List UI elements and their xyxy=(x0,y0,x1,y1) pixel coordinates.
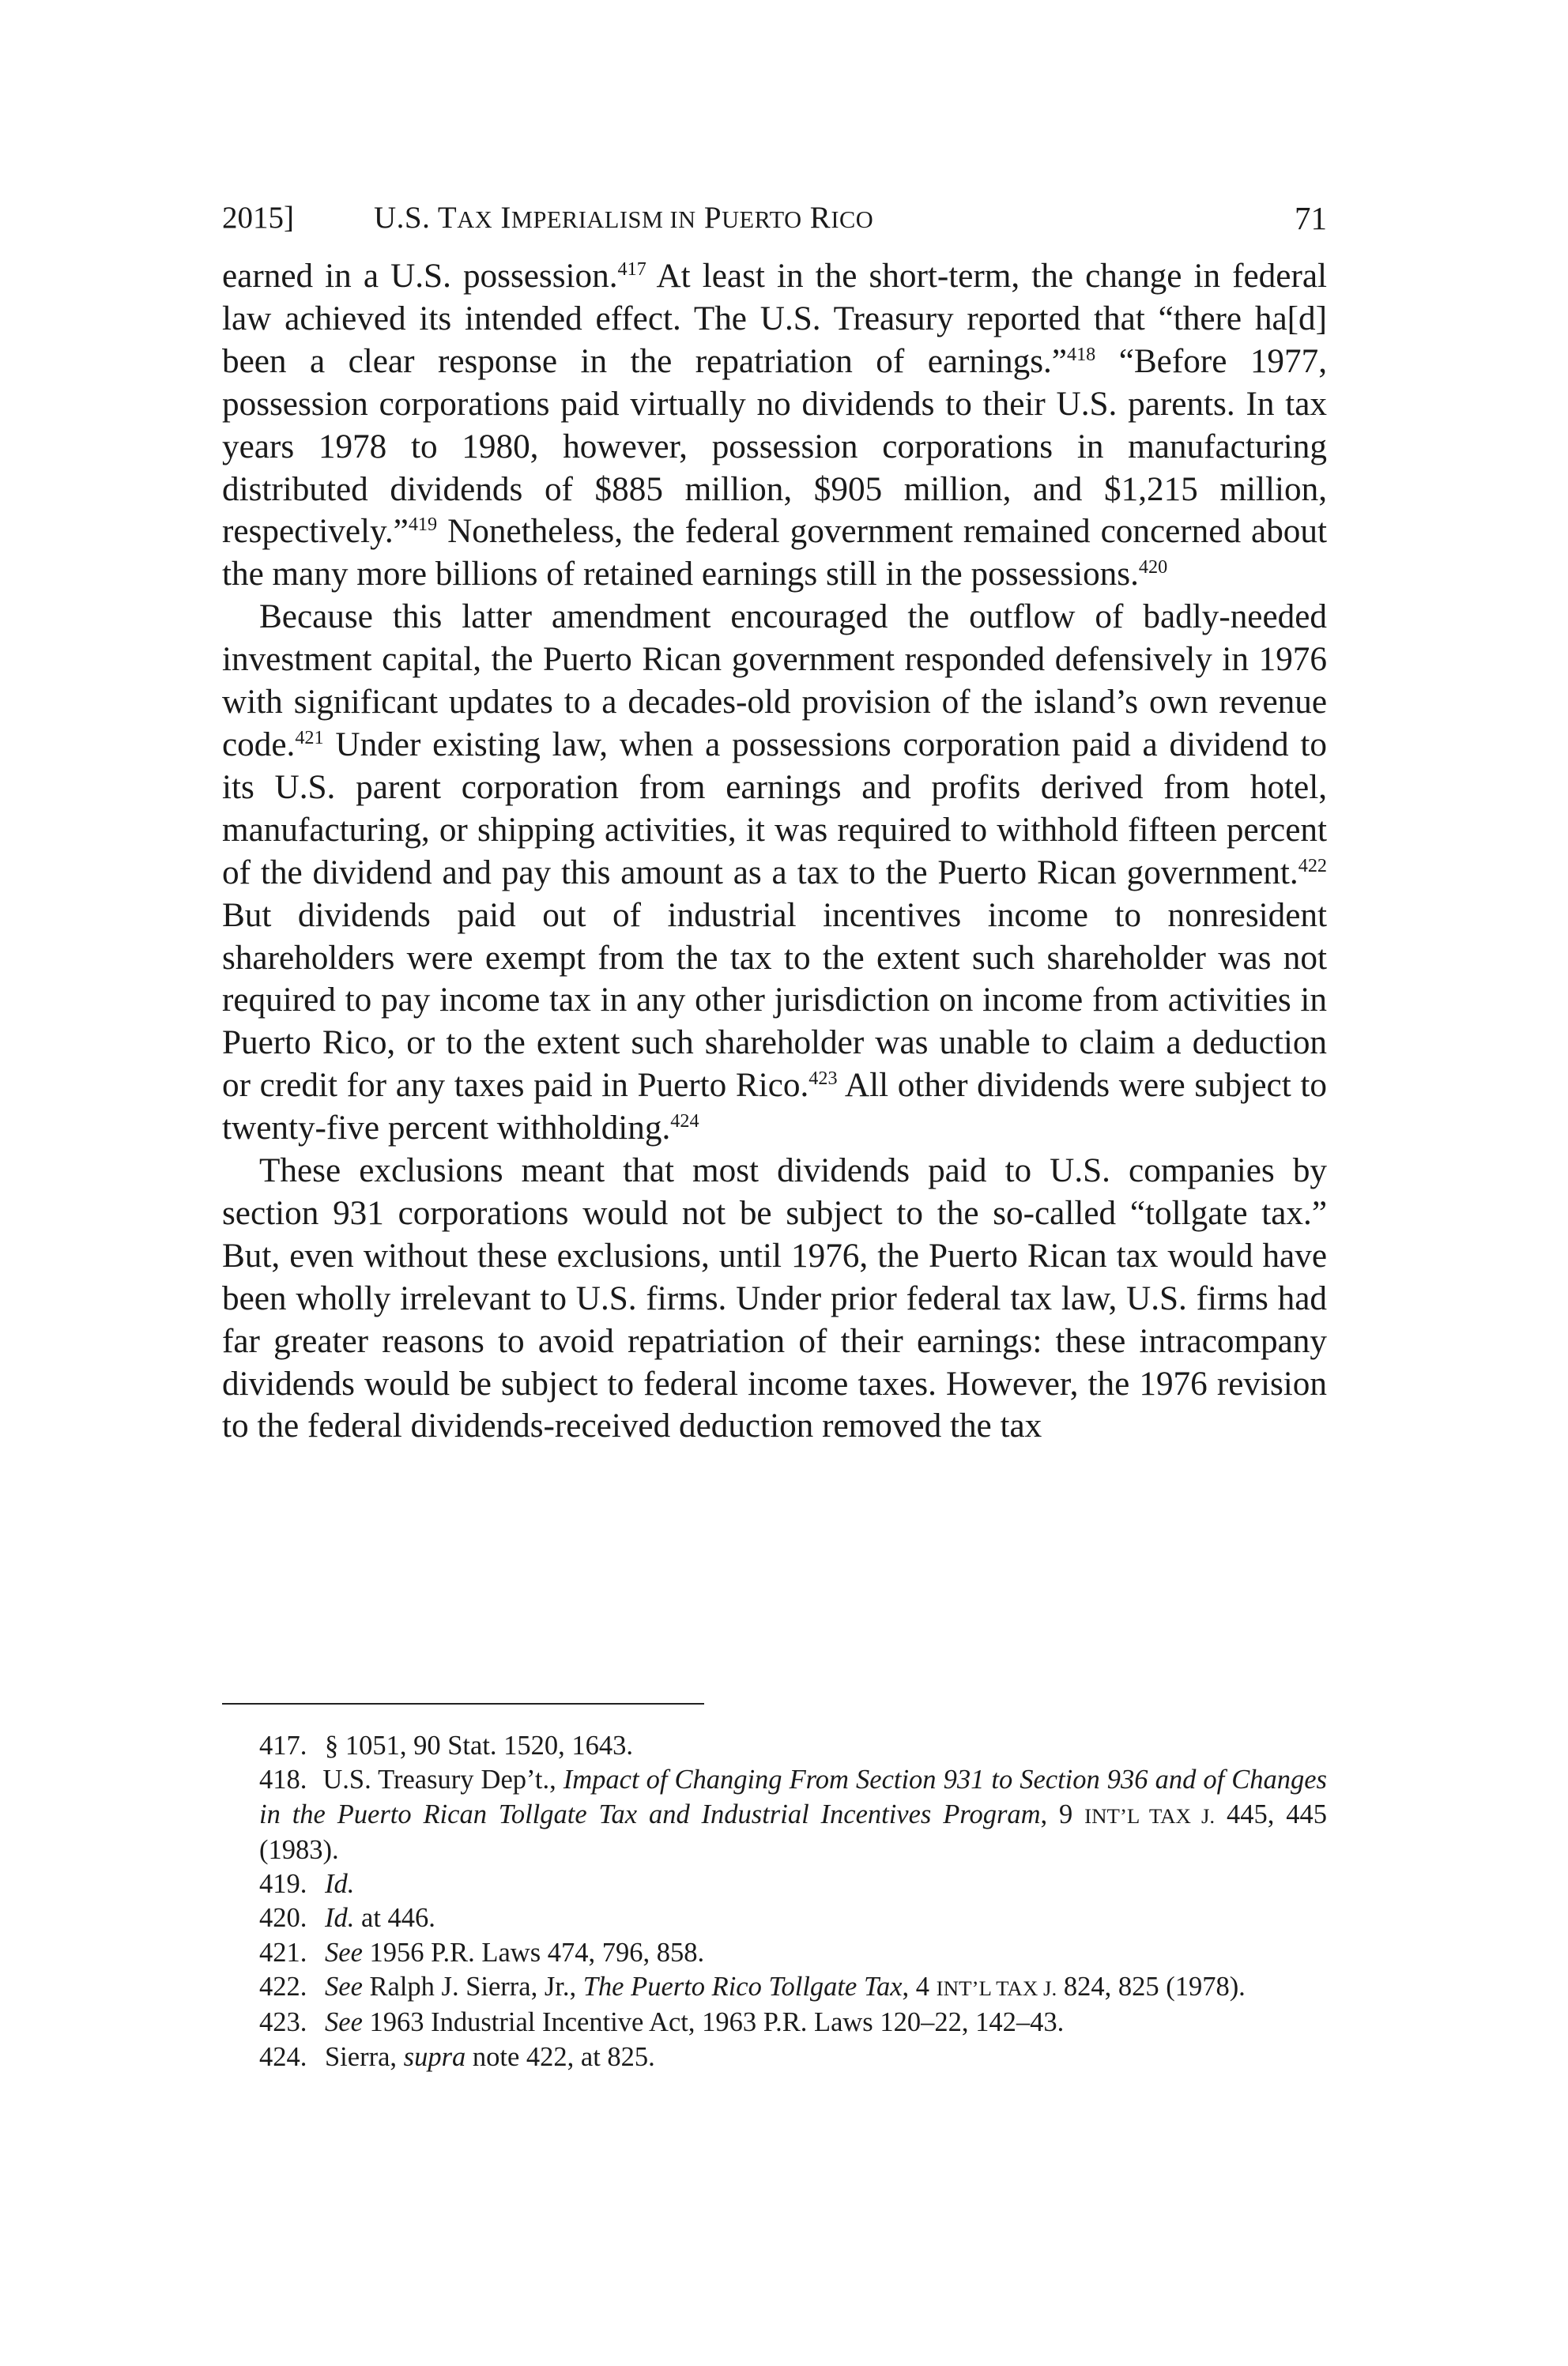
footnote xyxy=(222,2006,1327,2040)
small-caps-text: INT’L TAX J. xyxy=(1084,1803,1216,1828)
footnote xyxy=(222,1936,1327,1970)
text-run: 824, 825 (1978). xyxy=(1057,1972,1246,2002)
text-run: note 422, at 825. xyxy=(466,2041,655,2072)
title-part: I xyxy=(492,201,511,235)
footnote-text xyxy=(325,1970,1327,2006)
text-run: at 446. xyxy=(354,1903,435,1934)
footnote-text xyxy=(325,2040,1327,2074)
title-part: U.S. T xyxy=(374,201,458,235)
paragraph xyxy=(222,255,1327,596)
text-run: § 1051, 90 Stat. 1520, 1643. xyxy=(325,1731,634,1761)
footnote-text xyxy=(259,1765,1327,1865)
title-part: AX xyxy=(457,206,493,233)
text-run: , 4 xyxy=(902,1972,937,2002)
text-run: Under existing law, when a possessions corporation paid a dividend to its U.S. parent corporation from earnings and profits derived from hotel, manufacturing, or shipping activities, it was required to withhold fifteen percent of the dividend and pay this amount as a tax to the Puerto Rican government. xyxy=(222,725,1327,891)
text-run: Because this latter amendment encouraged the outflow of badly-needed investment capital, the Puerto Rican government responded defensively in 1976 with significant updates to a decades-old provision of the island’s own revenue code. xyxy=(222,598,1327,763)
footnote-ref: 424 xyxy=(670,1110,699,1132)
footnote-number: 418. xyxy=(259,1765,307,1795)
footnote-ref: 418 xyxy=(1066,343,1096,365)
footnote-ref: 417 xyxy=(617,258,646,281)
italic-text: supra xyxy=(403,2041,466,2072)
running-head xyxy=(222,194,1327,242)
text-run: “Before 1977, possession corporations paid virtually no dividends to their U.S. parents. In tax years 1978 to 1980, however, possession corporations in manufacturing distributed dividends of $885 million, $905 million, and $1,215 million, respectively.” xyxy=(222,342,1327,551)
text-run: Ralph J. Sierra, Jr., xyxy=(362,1972,583,2002)
footnote-ref: 421 xyxy=(295,726,324,748)
running-title xyxy=(374,194,873,243)
text-run: Nonetheless, the federal government remained concerned about the many more billions of retained earnings still in the possessions. xyxy=(222,513,1327,593)
footnote-number: 424. xyxy=(259,2041,307,2072)
footnote xyxy=(222,1901,1327,1935)
footnote-number: 419. xyxy=(259,1869,307,1900)
italic-text: Id. xyxy=(325,1869,355,1900)
footnote xyxy=(222,1970,1327,2006)
italic-text: Impact of Changing From Section 931 to Section 936 and of Changes in the Puerto Rican Tollgate Tax and Industrial Incentives Program xyxy=(259,1765,1327,1829)
footnote-number: 420. xyxy=(259,1903,307,1934)
footnote-text xyxy=(325,1936,1327,1970)
footnote-number: 422. xyxy=(259,1972,307,2002)
text-run: U.S. Treasury Dep’t., xyxy=(322,1765,564,1795)
text-run: All other dividends were subject to twenty-five percent withholding. xyxy=(222,1067,1328,1147)
text-run: At least in the short-term, the change in federal law achieved its intended effect. The U.S. Treasury reported that “there ha[d] been a clear response in the repatriation of earnings.” xyxy=(222,258,1327,380)
title-part: UERTO xyxy=(722,206,802,233)
text-run: earned in a U.S. possession. xyxy=(222,258,618,295)
italic-text: See xyxy=(325,1972,363,2002)
footnote xyxy=(222,1729,1327,1763)
text-run: 1963 Industrial Incentive Act, 1963 P.R. Laws 120–22, 142–43. xyxy=(362,2007,1065,2038)
text-run: These exclusions meant that most dividends paid to U.S. companies by section 931 corporations would not be subject to the so-called “tollgate tax.” But, even without these exclusions, until 1976, the Puerto Rican tax would have been wholly irrelevant to U.S. firms. Under prior federal tax law, U.S. firms had far greater reasons to avoid repatriation of their earnings: these intracompany dividends would be subject to federal income taxes. However, the 1976 revision to the federal dividends-received deduction removed the tax xyxy=(222,1152,1327,1445)
footnote-number: 423. xyxy=(259,2007,307,2038)
footnote-ref: 423 xyxy=(808,1068,838,1090)
footnote-number: 417. xyxy=(259,1731,307,1761)
footnote-ref: 422 xyxy=(1298,854,1327,876)
footnote-text xyxy=(325,1901,1327,1935)
paragraph xyxy=(222,596,1327,1150)
footnote-divider xyxy=(222,1703,704,1705)
italic-text: The Puerto Rico Tollgate Tax xyxy=(582,1972,903,2002)
footnote-ref: 420 xyxy=(1138,556,1168,578)
title-part: ICO xyxy=(831,206,874,233)
small-caps-text: INT’L TAX J. xyxy=(936,1976,1057,2001)
footnotes xyxy=(222,1729,1327,2074)
footnote-text xyxy=(325,1729,1327,1763)
italic-text: Id. xyxy=(325,1903,355,1934)
footnote xyxy=(222,1763,1327,1867)
footnote xyxy=(222,1867,1327,1901)
paragraph xyxy=(222,1150,1327,1448)
text-run: , 9 xyxy=(1040,1799,1085,1829)
volume-year: 2015] xyxy=(222,201,294,235)
footnote-text xyxy=(325,2006,1327,2040)
footnote-text xyxy=(325,1867,1327,1901)
text-run: 1956 P.R. Laws 474, 796, 858. xyxy=(362,1937,705,1968)
text-run: 445, 445 (1983). xyxy=(259,1799,1328,1865)
title-part: P xyxy=(695,201,722,235)
text-run: Sierra, xyxy=(325,2041,404,2072)
footnote-ref: 419 xyxy=(408,514,438,536)
body-text xyxy=(222,255,1327,1448)
page-number: 71 xyxy=(1295,200,1327,236)
footnote xyxy=(222,2040,1327,2074)
title-part: R xyxy=(801,201,831,235)
text-run: But dividends paid out of industrial incentives income to nonresident shareholders were exempt from the tax to the extent such shareholder was not required to pay income tax in any other jurisdiction on income from activities in Puerto Rico, or to the extent such shareholder was unable to claim a deduction or credit for any taxes paid in Puerto Rico. xyxy=(222,896,1327,1105)
title-part: MPERIALISM IN xyxy=(511,206,696,233)
footnote-number: 421. xyxy=(259,1937,307,1968)
italic-text: See xyxy=(325,1937,363,1968)
italic-text: See xyxy=(325,2007,363,2038)
